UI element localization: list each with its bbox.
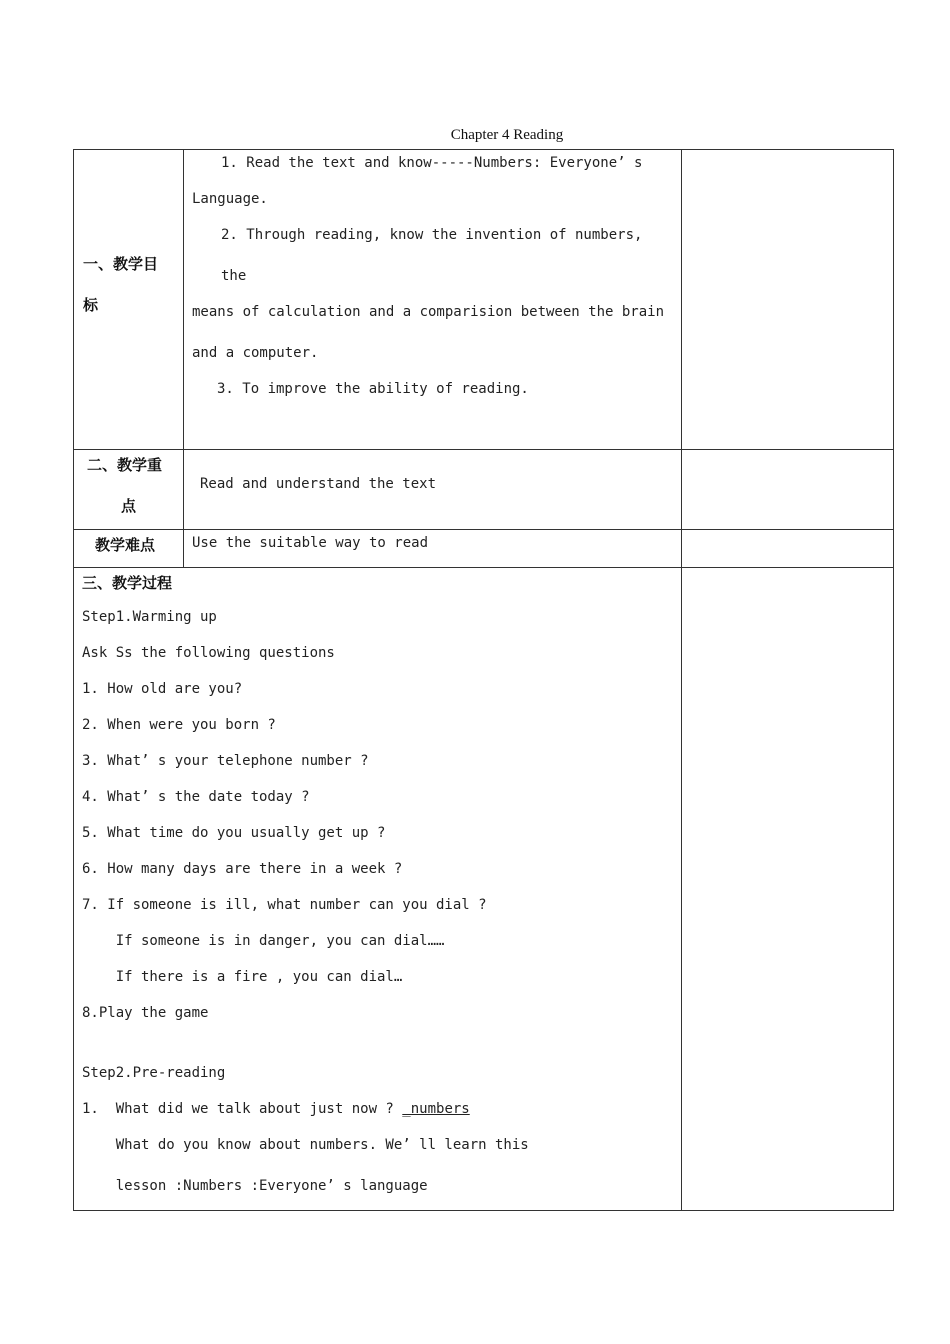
question-item: 5. What time do you usually get up ? <box>82 825 386 841</box>
question-item: 8.Play the game <box>82 1005 209 1021</box>
key-points-text: Read and understand the text <box>200 476 437 492</box>
row-divider-2 <box>73 529 894 530</box>
question-item: If there is a fire , you can dial… <box>82 969 403 985</box>
page-title: Chapter 4 Reading <box>450 127 564 143</box>
table-border-top <box>73 149 894 150</box>
question-item: 4. What’ s the date today ? <box>82 789 310 805</box>
row-divider-1 <box>73 449 894 450</box>
step2-title: Step2.Pre-reading <box>82 1065 226 1081</box>
notes-column-divider <box>681 149 682 1211</box>
question-item: 6. How many days are there in a week ? <box>82 861 403 877</box>
lesson-plan-table <box>73 149 894 1211</box>
objective-line: and a computer. <box>192 345 319 361</box>
label-column-divider <box>183 149 184 568</box>
objective-line: 2. Through reading, know the invention of numbers, <box>221 227 643 243</box>
key-points-label-line2: 点 <box>121 497 137 515</box>
table-border-right <box>893 149 894 1211</box>
table-border-bottom <box>73 1210 894 1211</box>
step2-answer: _numbers <box>402 1101 470 1117</box>
step1-title: Step1.Warming up <box>82 609 217 625</box>
process-label: 三、教学过程 <box>82 574 173 592</box>
step2-question <box>82 1101 470 1117</box>
step1-intro: Ask Ss the following questions <box>82 645 335 661</box>
difficulties-text: Use the suitable way to read <box>192 535 429 551</box>
objective-line: the <box>221 268 247 284</box>
step2-question-text: 1. What did we talk about just now ? <box>82 1101 403 1117</box>
table-border-left <box>73 149 74 1211</box>
objective-line: 3. To improve the ability of reading. <box>217 381 529 397</box>
question-item: 1. How old are you? <box>82 681 243 697</box>
question-item: If someone is in danger, you can dial…… <box>82 933 445 949</box>
question-item: 7. If someone is ill, what number can you dial ? <box>82 897 487 913</box>
question-item: 3. What’ s your telephone number ? <box>82 753 369 769</box>
step2-line: lesson :Numbers :Everyone’ s language <box>82 1178 428 1194</box>
objective-line: Language. <box>192 191 268 207</box>
step2-line: What do you know about numbers. We’ ll learn this <box>82 1137 529 1153</box>
objective-line: 1. Read the text and know-----Numbers: Everyone’ s <box>221 155 643 171</box>
question-item: 2. When were you born ? <box>82 717 276 733</box>
objective-line: means of calculation and a comparision between the brain <box>192 304 665 320</box>
objectives-label-line1: 一、教学目 <box>83 255 159 273</box>
key-points-label-line1: 二、教学重 <box>87 456 163 474</box>
row-divider-3 <box>73 567 894 568</box>
difficulties-label: 教学难点 <box>95 536 156 554</box>
objectives-label-line2: 标 <box>83 296 99 314</box>
